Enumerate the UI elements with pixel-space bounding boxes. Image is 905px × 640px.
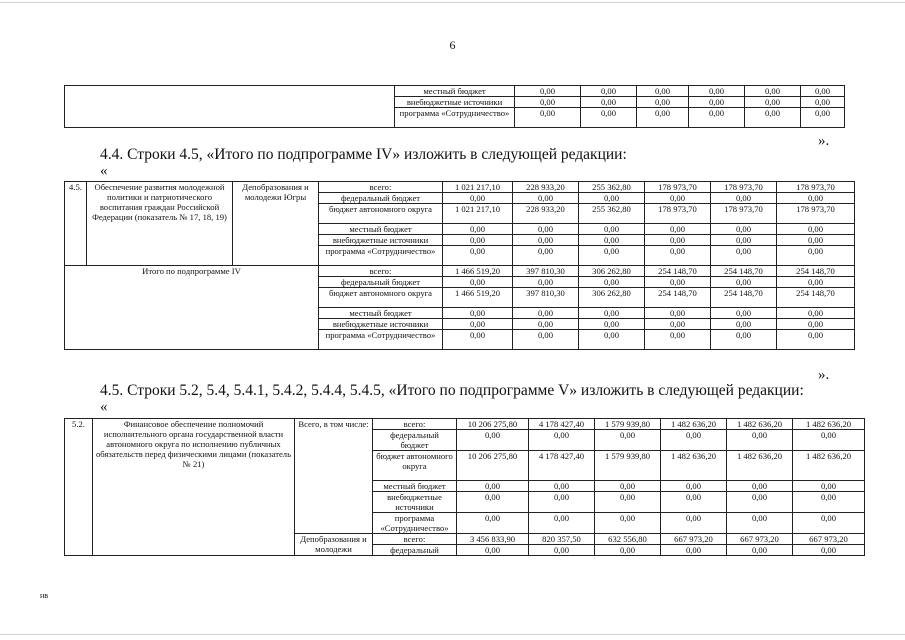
open-quote: « <box>100 163 108 179</box>
row-executor: Всего, в том числе: <box>295 419 373 534</box>
bottom-edge-line <box>0 634 905 635</box>
table-row: федеральный бюджет 0,00 0,00 0,00 0,00 0,00 0,00 <box>65 430 865 451</box>
table-row: местный бюджет 0,00 0,00 0,00 0,00 0,00 0,00 <box>65 224 855 235</box>
subprogram-v-table <box>64 418 865 556</box>
row-number: 5.2. <box>65 419 93 556</box>
table-row: федеральный 0,00 0,00 0,00 0,00 0,00 0,00 <box>65 545 865 556</box>
row-name: Финансовое обеспечение полномочий исполнительного органа государственной власти автономного округа по исполнению публичных обязательств перед физическими лицами (показатель № 21) <box>93 419 295 556</box>
row-executor: Депобразования и молодежи Югры <box>233 182 319 266</box>
close-quote: ». <box>818 367 830 383</box>
table-row: местный бюджет 0,00 0,00 0,00 0,00 0,00 0,00 <box>65 308 855 319</box>
table-row: программа «Сотрудничество» 0,00 0,00 0,00 0,00 0,00 0,00 <box>65 330 855 350</box>
table-row: 5.2. Финансовое обеспечение полномочий исполнительного органа государственной власти автономного округа по исполнению публичных обязательств перед физическими лицами (показатель № 21) Всего, в том числе: всего: 10 206 275,80 4 178 427,40 1 579 939,80 1 482 636,20 1 482 636,20 1 482 636,20 <box>65 419 865 430</box>
page-number: 6 <box>449 38 456 52</box>
table-row: бюджет автономного округа 10 206 275,80 4 178 427,40 1 579 939,80 1 482 636,20 1 482 636,20 1 482 636,20 <box>65 451 865 481</box>
table-row: бюджет автономного округа 1 021 217,10 228 933,20 255 362,80 178 973,70 178 973,70 178 973,70 <box>65 204 855 224</box>
table-row: местный бюджет 0,00 0,00 0,00 0,00 0,00 0,00 <box>65 86 845 97</box>
footer-mark: нв <box>40 591 49 600</box>
subprogram-iv-table <box>64 181 855 350</box>
table-row: программа «Сотрудничество» 0,00 0,00 0,00 0,00 0,00 0,00 <box>65 246 855 266</box>
section-heading-4-4: 4.4. Строки 4.5, «Итого по подпрограмме IV» изложить в следующей редакции: <box>100 146 627 163</box>
total-label: Итого по подпрограмме IV <box>65 266 319 350</box>
top-edge-line <box>0 2 905 3</box>
table-row: Итого по подпрограмме IV всего: 1 466 519,20 397 810,30 306 262,80 254 148,70 254 148,70 254 148,70 <box>65 266 855 277</box>
table-row: программа «Сотрудничество» 0,00 0,00 0,00 0,00 0,00 0,00 <box>65 513 865 534</box>
table-row: бюджет автономного округа 1 466 519,20 397 810,30 306 262,80 254 148,70 254 148,70 254 148,70 <box>65 288 855 308</box>
table-row: внебюджетные источники 0,00 0,00 0,00 0,00 0,00 0,00 <box>65 492 865 513</box>
table-row: федеральный бюджет 0,00 0,00 0,00 0,00 0,00 0,00 <box>65 193 855 204</box>
continuation-table <box>64 85 845 128</box>
table-row: Депобразования и молодежи всего: 3 456 833,90 820 357,50 632 556,80 667 973,20 667 973,20 667 973,20 <box>65 534 865 545</box>
table-row: внебюджетные источники 0,00 0,00 0,00 0,00 0,00 0,00 <box>65 97 845 108</box>
table-row: федеральный бюджет 0,00 0,00 0,00 0,00 0,00 0,00 <box>65 277 855 288</box>
table-row: местный бюджет 0,00 0,00 0,00 0,00 0,00 0,00 <box>65 481 865 492</box>
table-row: 4.5. Обеспечение развития молодежной политики и патриотического воспитания граждан Российской Федерации (показатель № 17, 18, 19) Депобразования и молодежи Югры всего: 1 021 217,10 228 933,20 255 362,80 178 973,70 178 973,70 178 973,70 <box>65 182 855 193</box>
row-number: 4.5. <box>65 182 87 266</box>
table-row: программа «Сотрудничество» 0,00 0,00 0,00 0,00 0,00 0,00 <box>65 108 845 128</box>
close-quote: ». <box>818 133 830 149</box>
row-executor: Депобразования и молодежи <box>295 534 373 556</box>
table-row: внебюджетные источники 0,00 0,00 0,00 0,00 0,00 0,00 <box>65 319 855 330</box>
section-heading-4-5: 4.5. Строки 5.2, 5.4, 5.4.1, 5.4.2, 5.4.4, 5.4.5, «Итого по подпрограмме V» изложить в следующей редакции: <box>100 382 804 399</box>
table-row: внебюджетные источники 0,00 0,00 0,00 0,00 0,00 0,00 <box>65 235 855 246</box>
open-quote: « <box>100 399 108 415</box>
row-name: Обеспечение развития молодежной политики и патриотического воспитания граждан Российской Федерации (показатель № 17, 18, 19) <box>87 182 233 266</box>
